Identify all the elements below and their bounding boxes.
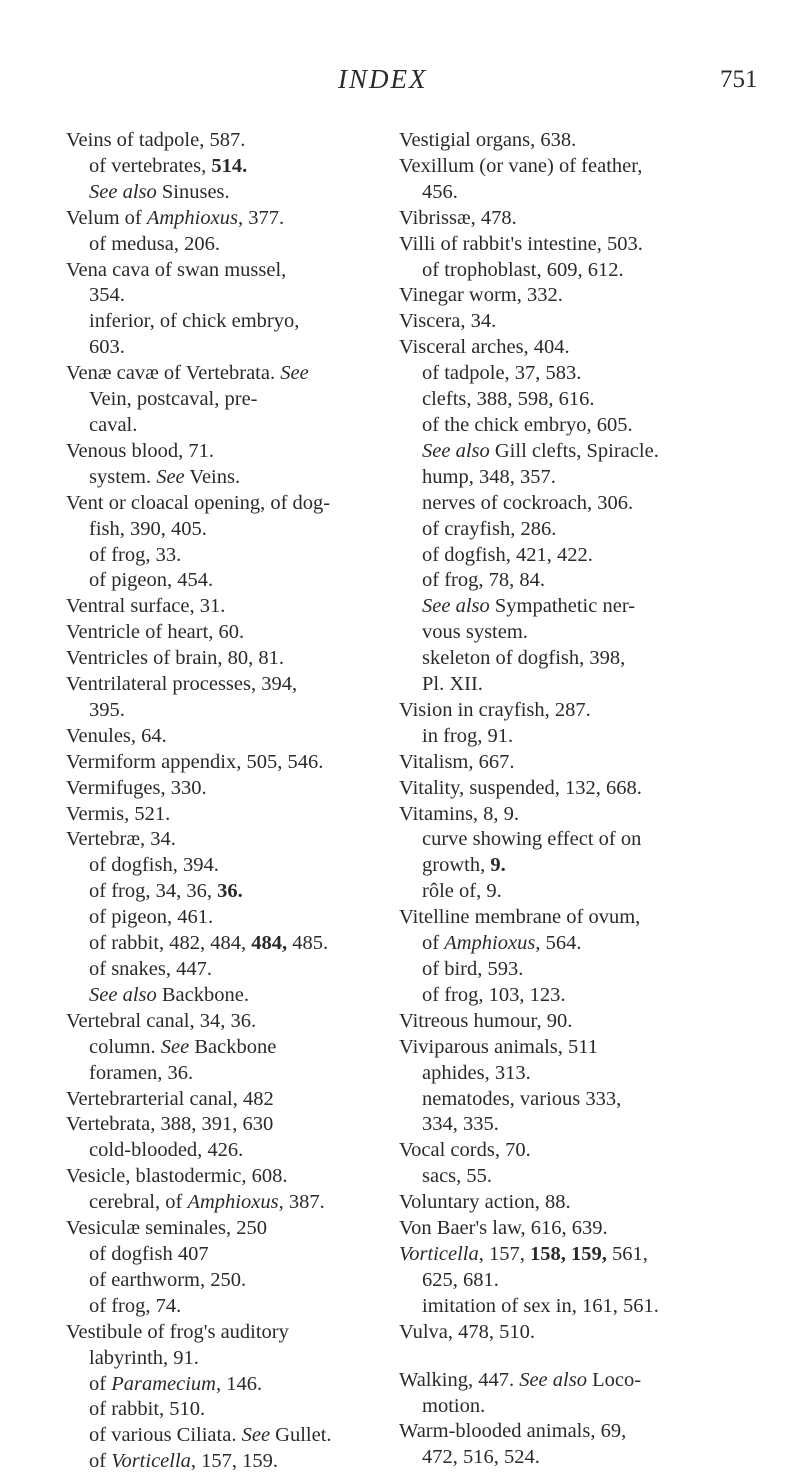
index-entry: Vestigial organs, 638. (399, 129, 577, 151)
index-subentry: of dogfish, 421, 422. (422, 543, 593, 566)
index-entry-continuation: vous system. (422, 621, 528, 644)
index-entry: Vitreous humour, 90. (399, 1009, 573, 1032)
index-subentry: of dogfish 407 (89, 1242, 209, 1265)
index-column-right (399, 128, 749, 1471)
index-entry: Veins of tadpole, 587. (66, 129, 246, 151)
index-subentry: of Paramecium, 146. (89, 1372, 263, 1395)
index-entry: Vexillum (or vane) of feather, (399, 154, 643, 177)
index-subentry: See also Sympathetic ner- (422, 595, 636, 618)
index-subentry: skeleton of dogfish, 398, (422, 647, 626, 670)
index-entry: Viviparous animals, 511 (399, 1035, 598, 1058)
index-entry: Vinegar worm, 332. (399, 284, 563, 307)
index-entry-continuation: 395. (89, 698, 125, 721)
index-entry: Vulva, 478, 510. (399, 1320, 535, 1343)
index-entry: Vestibule of frog's auditory (66, 1320, 289, 1343)
page-header (0, 64, 800, 104)
index-subentry: of frog, 34, 36, 36. (89, 880, 243, 903)
index-subentry: nematodes, various 333, (422, 1087, 622, 1110)
index-entry: Visceral arches, 404. (399, 336, 570, 359)
index-entry: Ventrilateral processes, 394, (66, 673, 298, 696)
index-subentry: hump, 348, 357. (422, 465, 556, 488)
index-entry: Vocal cords, 70. (399, 1139, 531, 1162)
index-subentry: See also Gill clefts, Spiracle. (422, 439, 659, 462)
index-entry-continuation: 603. (89, 336, 125, 359)
index-entry: Vitality, suspended, 132, 668. (399, 776, 642, 799)
index-entry: Von Baer's law, 616, 639. (399, 1217, 608, 1240)
index-subentry: of Vorticella, 157, 159. (89, 1450, 279, 1473)
index-entry: Vent or cloacal opening, of dog- (66, 491, 331, 514)
index-entry-continuation: growth, 9. (422, 854, 506, 877)
index-entry: Vertebræ, 34. (66, 828, 176, 851)
index-entry: Vibrissæ, 478. (399, 206, 517, 229)
index-subentry: of various Ciliata. See Gullet. (89, 1424, 332, 1447)
index-entry-continuation: of Amphioxus, 564. (422, 932, 582, 955)
index-subentry: of medusa, 206. (89, 232, 220, 255)
index-subentry: of bird, 593. (422, 958, 524, 980)
index-entry: Voluntary action, 88. (399, 1191, 571, 1214)
index-entry: Venous blood, 71. (66, 439, 215, 462)
index-entry: Venules, 64. (66, 724, 167, 747)
running-title: INDEX (338, 64, 428, 94)
index-entry: Vision in crayfish, 287. (399, 698, 591, 721)
index-entry-continuation: 472, 516, 524. (422, 1446, 540, 1469)
index-subentry: of crayfish, 286. (422, 517, 557, 540)
index-subentry: of frog, 103, 123. (422, 983, 566, 1006)
index-entry-continuation: 334, 335. (422, 1113, 499, 1136)
index-subentry: of rabbit, 482, 484, 484, 485. (89, 932, 329, 955)
index-entry-continuation: Pl. XII. (422, 673, 483, 696)
index-subentry: nerves of cockroach, 306. (422, 491, 634, 514)
index-entry: Warm-blooded animals, 69, (399, 1420, 627, 1443)
index-entry-continuation: caval. (89, 413, 138, 436)
index-entry: Ventricles of brain, 80, 81. (66, 647, 285, 670)
index-subentry: of earthworm, 250. (89, 1268, 247, 1291)
index-entry: Walking, 447. See also Loco- (399, 1368, 642, 1391)
index-entry: Vitalism, 667. (399, 750, 515, 773)
index-subentry: of trophoblast, 609, 612. (422, 258, 624, 281)
index-subentry: column. See Backbone (89, 1035, 277, 1058)
index-subentry: See also Backbone. (89, 983, 249, 1006)
index-entry-continuation: motion. (422, 1394, 486, 1417)
index-subentry: of pigeon, 454. (89, 569, 214, 592)
index-subentry: in frog, 91. (422, 724, 514, 747)
index-entry: Vesiculæ seminales, 250 (66, 1217, 267, 1240)
index-subentry: of vertebrates, 514. (89, 154, 248, 177)
index-entry: Villi of rabbit's intestine, 503. (399, 232, 643, 255)
index-entry: Vertebrata, 388, 391, 630 (66, 1113, 274, 1136)
index-subentry: curve showing effect of on (422, 828, 642, 851)
index-entry-continuation: 456. (422, 180, 458, 203)
page-number: 751 (720, 66, 758, 93)
index-entry: Vermiform appendix, 505, 546. (66, 750, 324, 773)
index-entry-continuation: labyrinth, 91. (89, 1346, 199, 1369)
index-subentry: of frog, 74. (89, 1294, 182, 1317)
index-subentry: of snakes, 447. (89, 958, 212, 980)
index-entry-continuation: 625, 681. (422, 1268, 499, 1291)
index-entry: Vertebrarterial canal, 482 (66, 1087, 274, 1110)
index-subentry: sacs, 55. (422, 1165, 493, 1188)
index-subentry: imitation of sex in, 161, 561. (422, 1294, 659, 1317)
index-entry: Ventral surface, 31. (66, 595, 226, 618)
index-entry: Vena cava of swan mussel, (66, 258, 287, 281)
index-entry-continuation: Vein, postcaval, pre- (89, 388, 258, 411)
index-entry: Venæ cavæ of Vertebrata. See (66, 362, 309, 385)
index-subentry: of rabbit, 510. (89, 1398, 206, 1421)
index-entry: Vermis, 521. (66, 802, 171, 825)
index-entry-continuation: fish, 390, 405. (89, 517, 207, 540)
index-entry: Vermifuges, 330. (66, 776, 207, 799)
index-subentry: of dogfish, 394. (89, 854, 219, 877)
index-entry: Vesicle, blastodermic, 608. (66, 1165, 288, 1188)
index-entry: Vitamins, 8, 9. (399, 802, 520, 825)
index-subentry: cerebral, of Amphioxus, 387. (89, 1191, 325, 1214)
index-entry: Vitelline membrane of ovum, (399, 906, 641, 929)
index-subentry: clefts, 388, 598, 616. (422, 388, 595, 411)
index-subentry: of frog, 33. (89, 543, 182, 566)
index-entry: Viscera, 34. (399, 310, 497, 333)
index-entry: Velum of Amphioxus, 377. (66, 206, 285, 229)
index-subentry: foramen, 36. (89, 1061, 194, 1084)
index-subentry: of tadpole, 37, 583. (422, 362, 582, 385)
index-subentry: cold-blooded, 426. (89, 1139, 244, 1162)
index-entry-continuation: 354. (89, 284, 125, 307)
index-subentry: of frog, 78, 84. (422, 569, 545, 592)
index-subentry: aphides, 313. (422, 1061, 531, 1084)
index-entry: Vorticella, 157, 158, 159, 561, (399, 1242, 648, 1265)
index-column-left (66, 128, 406, 1475)
index-subentry: of pigeon, 461. (89, 906, 214, 929)
index-entry: Vertebral canal, 34, 36. (66, 1009, 257, 1032)
index-subentry: of the chick embryo, 605. (422, 413, 633, 436)
index-subentry: inferior, of chick embryo, (89, 310, 300, 333)
index-entry: Ventricle of heart, 60. (66, 621, 245, 644)
index-subentry: system. See Veins. (89, 465, 241, 488)
index-subentry: rôle of, 9. (422, 880, 502, 903)
index-subentry: See also Sinuses. (89, 180, 230, 203)
